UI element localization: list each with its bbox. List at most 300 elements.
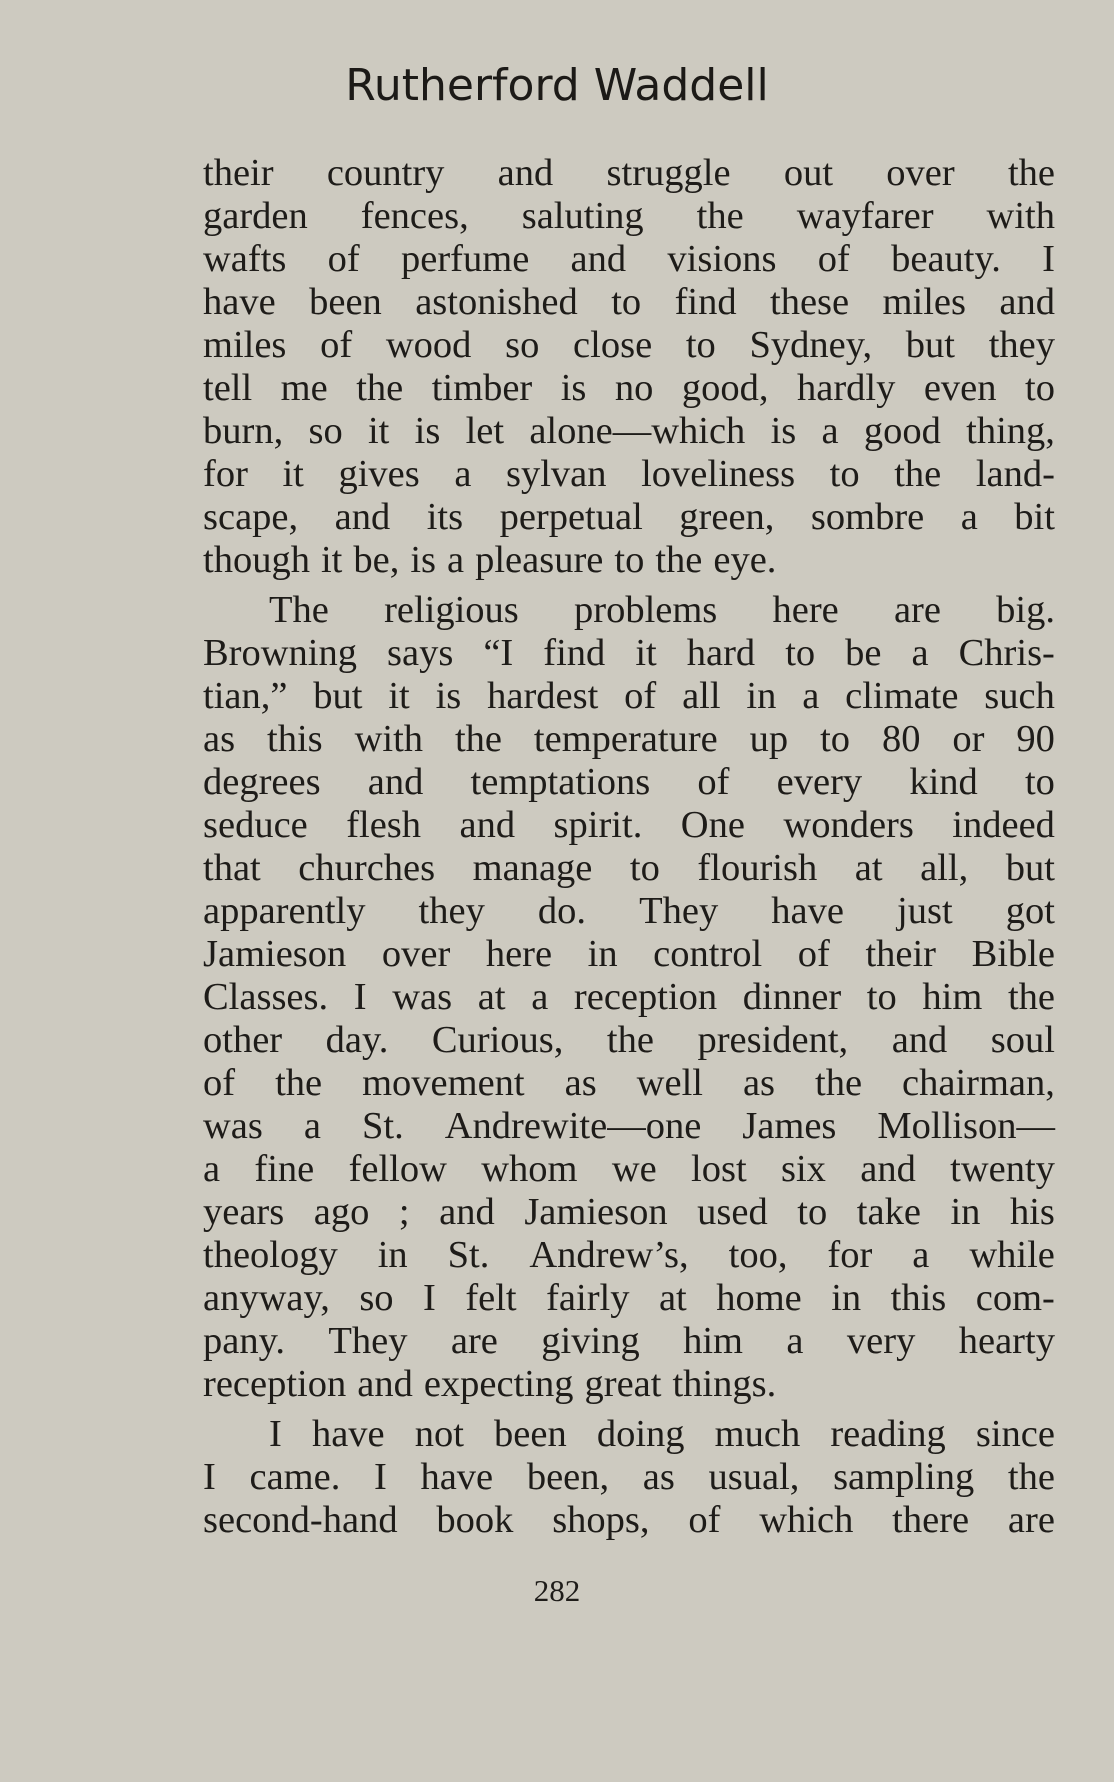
word: in — [950, 1191, 981, 1233]
word: of — [697, 761, 730, 803]
text-line — [203, 1456, 1055, 1499]
word: wood — [385, 324, 472, 366]
word: these — [770, 281, 850, 323]
word: felt — [465, 1277, 517, 1319]
word: to — [629, 847, 660, 889]
word: Andrew’s, — [529, 1234, 689, 1276]
word: seduce — [203, 804, 308, 846]
word: doing — [596, 1413, 685, 1455]
word: tell — [203, 367, 253, 409]
word: wayfarer — [796, 195, 934, 237]
word: not — [414, 1413, 464, 1455]
word: with — [986, 195, 1055, 237]
word: to — [611, 281, 642, 323]
word: it — [367, 410, 390, 452]
word: which — [759, 1499, 854, 1541]
word: scape, — [203, 496, 299, 538]
word: in — [831, 1277, 862, 1319]
word: 90 — [1016, 718, 1055, 760]
word: their — [203, 152, 274, 194]
word: Chris- — [958, 632, 1055, 674]
word: his — [1009, 1191, 1055, 1233]
word: this — [267, 718, 323, 760]
word: its — [426, 496, 464, 538]
word: as — [642, 1456, 675, 1498]
word: indeed — [952, 804, 1055, 846]
word: all, — [920, 847, 969, 889]
word: reading — [830, 1413, 946, 1455]
word: spirit. — [553, 804, 643, 846]
word: or — [952, 718, 985, 760]
text-line — [203, 1499, 1055, 1542]
word: I — [353, 976, 367, 1018]
word: was — [392, 976, 453, 1018]
word: it — [320, 539, 343, 581]
word: great — [584, 1363, 662, 1405]
text-line — [203, 675, 1055, 718]
text-line — [203, 496, 1055, 539]
word: been — [309, 281, 382, 323]
word: things. — [672, 1363, 777, 1405]
word: reception — [203, 1363, 347, 1405]
word: there — [892, 1499, 970, 1541]
word: gives — [338, 453, 420, 495]
word: here — [485, 933, 553, 975]
word: climate — [845, 675, 959, 717]
word: and — [334, 496, 391, 538]
word: but — [905, 324, 955, 366]
word: came. — [249, 1456, 341, 1498]
word: flesh — [346, 804, 422, 846]
word: used — [697, 1191, 768, 1233]
word: though — [203, 539, 310, 581]
word: to — [685, 324, 716, 366]
word: pany. — [203, 1320, 285, 1362]
word: St. — [447, 1234, 490, 1276]
word: six — [780, 1148, 826, 1190]
word: over — [886, 152, 955, 194]
word: of — [320, 324, 353, 366]
text-line — [203, 152, 1055, 195]
word: they — [418, 890, 485, 932]
word: Jamieson — [524, 1191, 668, 1233]
word: their — [865, 933, 936, 975]
word: close — [573, 324, 653, 366]
paragraph — [203, 1413, 1055, 1542]
word: too, — [728, 1234, 788, 1276]
word: him — [683, 1320, 744, 1362]
word: bit — [1014, 496, 1055, 538]
word: over — [381, 933, 451, 975]
text-line — [203, 589, 1055, 632]
word: manage — [472, 847, 593, 889]
word: sylvan — [506, 453, 607, 495]
word: I — [373, 1456, 387, 1498]
word: while — [969, 1234, 1055, 1276]
word: temperature — [533, 718, 718, 760]
text-line — [203, 1277, 1055, 1320]
word: years — [203, 1191, 285, 1233]
word: and — [570, 238, 627, 280]
word: problems — [574, 589, 718, 631]
text-line — [203, 324, 1055, 367]
text-line — [203, 1234, 1055, 1277]
word: it — [282, 453, 304, 495]
word: no — [614, 367, 654, 409]
running-head: Rutherford Waddell — [345, 60, 769, 111]
word: have — [771, 890, 844, 932]
word: are — [893, 589, 941, 631]
word: com- — [975, 1277, 1055, 1319]
word: and — [860, 1148, 916, 1190]
word: of — [327, 238, 360, 280]
word: but — [313, 675, 363, 717]
word: sombre — [810, 496, 925, 538]
word: have — [203, 281, 276, 323]
word: reception — [573, 976, 718, 1018]
paragraph — [203, 152, 1055, 582]
word: Andrewite—one — [444, 1105, 702, 1147]
word: out — [783, 152, 834, 194]
word: been, — [526, 1456, 610, 1498]
word: to — [614, 539, 645, 581]
word: and — [999, 281, 1055, 323]
word: usual, — [708, 1456, 800, 1498]
word: fellow — [348, 1148, 447, 1190]
text-line — [203, 1148, 1055, 1191]
word: of — [624, 675, 657, 717]
word: garden — [203, 195, 308, 237]
text-line — [203, 1062, 1055, 1105]
word: tian,” — [203, 675, 288, 717]
word: for — [203, 453, 248, 495]
word: burn, — [203, 410, 284, 452]
word: They — [639, 890, 719, 932]
word: thing, — [966, 410, 1055, 452]
word: they — [988, 324, 1055, 366]
word: got — [1005, 890, 1055, 932]
word: but — [1005, 847, 1055, 889]
word: They — [328, 1320, 408, 1362]
paragraph-gap — [203, 582, 1055, 589]
word: a — [454, 453, 472, 495]
text-line — [203, 847, 1055, 890]
word: in — [377, 1234, 408, 1276]
text-line — [203, 718, 1055, 761]
word: perpetual — [499, 496, 643, 538]
word: are — [1007, 1499, 1055, 1541]
word: 80 — [881, 718, 921, 760]
word: hardly — [796, 367, 896, 409]
word: ; — [398, 1191, 410, 1233]
word: the — [1007, 152, 1055, 194]
word: was — [203, 1105, 263, 1147]
word: me — [280, 367, 328, 409]
word: the — [454, 718, 502, 760]
word: alone—which — [529, 410, 746, 452]
word: a — [911, 632, 929, 674]
word: to — [797, 1191, 828, 1233]
word: country — [326, 152, 445, 194]
word: Classes. — [203, 976, 329, 1018]
word: to — [785, 632, 816, 674]
word: to — [1025, 367, 1055, 409]
word: as — [564, 1062, 597, 1104]
word: home — [716, 1277, 802, 1319]
word: twenty — [950, 1148, 1055, 1190]
text-line — [203, 1320, 1055, 1363]
word: St. — [361, 1105, 404, 1147]
word: beauty. — [891, 238, 1001, 280]
word: lost — [691, 1148, 747, 1190]
text-line — [203, 539, 1055, 582]
word: day. — [325, 1019, 389, 1061]
word: find — [543, 632, 606, 674]
word: ago — [313, 1191, 370, 1233]
word: dinner — [742, 976, 842, 1018]
word: and — [357, 1363, 413, 1405]
word: president, — [697, 1019, 849, 1061]
word: all — [682, 675, 721, 717]
word: a — [786, 1320, 804, 1362]
word: of — [817, 238, 850, 280]
word: miles — [203, 324, 287, 366]
word: just — [897, 890, 953, 932]
word: with — [354, 718, 424, 760]
word: sampling — [833, 1456, 975, 1498]
word: anyway, — [203, 1277, 330, 1319]
word: a — [960, 496, 978, 538]
word: the — [894, 453, 942, 495]
word: flourish — [697, 847, 818, 889]
word: in — [587, 933, 618, 975]
word: and — [367, 761, 424, 803]
word: I — [203, 1456, 216, 1498]
word: churches — [298, 847, 436, 889]
word: is — [435, 675, 462, 717]
word: “I — [483, 632, 514, 674]
word: even — [923, 367, 997, 409]
word: the — [275, 1062, 323, 1104]
word: as — [742, 1062, 776, 1104]
word: I — [1042, 238, 1055, 280]
word: struggle — [606, 152, 731, 194]
word: well — [636, 1062, 703, 1104]
word: astonished — [415, 281, 578, 323]
word: the — [606, 1019, 654, 1061]
word: and — [439, 1191, 495, 1233]
word: the — [1007, 1456, 1055, 1498]
word: Browning — [203, 632, 357, 674]
word: religious — [384, 589, 519, 631]
text-line — [203, 632, 1055, 675]
word: control — [653, 933, 763, 975]
word: be — [845, 632, 882, 674]
word: have — [311, 1413, 385, 1455]
word: a — [802, 675, 820, 717]
word: very — [846, 1320, 916, 1362]
word: so — [505, 324, 540, 366]
word: giving — [541, 1320, 640, 1362]
word: and — [891, 1019, 948, 1061]
text-line — [203, 1363, 1055, 1406]
word: up — [749, 718, 789, 760]
text-line — [203, 804, 1055, 847]
word: saluting — [521, 195, 644, 237]
word: at — [854, 847, 883, 889]
text-line — [203, 976, 1055, 1019]
text-line — [203, 410, 1055, 453]
word: it — [388, 675, 410, 717]
text-line — [203, 238, 1055, 281]
word: a — [531, 976, 549, 1018]
word: visions — [667, 238, 777, 280]
text-line — [203, 453, 1055, 496]
word: temptations — [470, 761, 651, 803]
word: of — [203, 1062, 236, 1104]
word: kind — [909, 761, 978, 803]
word: to — [866, 976, 897, 1018]
word: of — [797, 933, 830, 975]
word: other — [203, 1019, 283, 1061]
word: for — [827, 1234, 873, 1276]
text-line — [203, 1105, 1055, 1148]
text-line — [203, 1413, 1055, 1456]
word: soul — [990, 1019, 1055, 1061]
word: a — [203, 1148, 221, 1190]
word: the — [815, 1062, 863, 1104]
word: to — [1024, 761, 1055, 803]
word: green, — [679, 496, 775, 538]
word: take — [856, 1191, 921, 1233]
word: a — [912, 1234, 930, 1276]
paragraph-gap — [203, 1406, 1055, 1413]
word: every — [776, 761, 863, 803]
word: a — [821, 410, 839, 452]
text-line — [203, 933, 1055, 976]
word: a — [447, 539, 465, 581]
word: is — [560, 367, 587, 409]
word: Jamieson — [203, 933, 347, 975]
word: perfume — [401, 238, 530, 280]
word: a — [303, 1105, 321, 1147]
word: miles — [882, 281, 966, 323]
word: we — [611, 1148, 657, 1190]
word: of — [688, 1499, 721, 1541]
word: Sydney, — [749, 324, 873, 366]
word: find — [674, 281, 737, 323]
word: theology — [203, 1234, 338, 1276]
word: have — [420, 1456, 494, 1498]
word: Mollison— — [877, 1105, 1055, 1147]
paragraph — [203, 589, 1055, 1406]
word: fine — [254, 1148, 315, 1190]
word: the — [1007, 976, 1055, 1018]
word: do. — [537, 890, 587, 932]
page-number: 282 — [533, 1573, 581, 1608]
word: is — [410, 539, 437, 581]
text-line — [203, 1019, 1055, 1062]
word: to — [829, 453, 860, 495]
word: I — [423, 1277, 436, 1319]
word: is — [770, 410, 797, 452]
text-line — [203, 281, 1055, 324]
word: at — [477, 976, 506, 1018]
word: whom — [481, 1148, 578, 1190]
word: James — [742, 1105, 837, 1147]
word: it — [635, 632, 657, 674]
word: land- — [975, 453, 1055, 495]
word: this — [890, 1277, 947, 1319]
word: expecting — [423, 1363, 574, 1405]
word: eye. — [713, 539, 777, 581]
text-line — [203, 195, 1055, 238]
word: are — [450, 1320, 498, 1362]
word: pleasure — [475, 539, 604, 581]
word: good, — [681, 367, 769, 409]
word: and — [459, 804, 516, 846]
word: hearty — [958, 1320, 1055, 1362]
word: shops, — [552, 1499, 650, 1541]
word: is — [414, 410, 441, 452]
word: says — [387, 632, 454, 674]
word: been — [494, 1413, 567, 1455]
word: wonders — [783, 804, 914, 846]
word: him — [922, 976, 983, 1018]
text-line — [203, 890, 1055, 933]
word: Curious, — [431, 1019, 564, 1061]
word: second-hand — [203, 1499, 398, 1541]
word: in — [746, 675, 777, 717]
word: loveliness — [641, 453, 796, 495]
word: apparently — [203, 890, 366, 932]
word: and — [497, 152, 554, 194]
word: the — [356, 367, 404, 409]
word: I — [269, 1413, 282, 1455]
word: good — [863, 410, 941, 452]
word: degrees — [203, 761, 321, 803]
word: chairman, — [902, 1062, 1055, 1104]
word: here — [772, 589, 839, 631]
text-line — [203, 1191, 1055, 1234]
word: wafts — [203, 238, 287, 280]
word: fairly — [546, 1277, 630, 1319]
word: that — [203, 847, 261, 889]
word: big. — [996, 589, 1055, 631]
word: such — [984, 675, 1055, 717]
text-line — [203, 367, 1055, 410]
body-text — [203, 152, 1055, 1542]
text-line — [203, 761, 1055, 804]
word: One — [680, 804, 745, 846]
word: so — [308, 410, 343, 452]
word: to — [820, 718, 851, 760]
word: let — [465, 410, 505, 452]
word: hardest — [487, 675, 599, 717]
word: as — [203, 718, 236, 760]
word: much — [714, 1413, 801, 1455]
word: movement — [362, 1062, 525, 1104]
word: timber — [431, 367, 533, 409]
word: The — [269, 589, 329, 631]
word: hard — [686, 632, 756, 674]
word: so — [359, 1277, 394, 1319]
word: the — [696, 195, 744, 237]
word: at — [658, 1277, 687, 1319]
word: Bible — [971, 933, 1055, 975]
word: since — [975, 1413, 1055, 1455]
word: be, — [353, 539, 400, 581]
